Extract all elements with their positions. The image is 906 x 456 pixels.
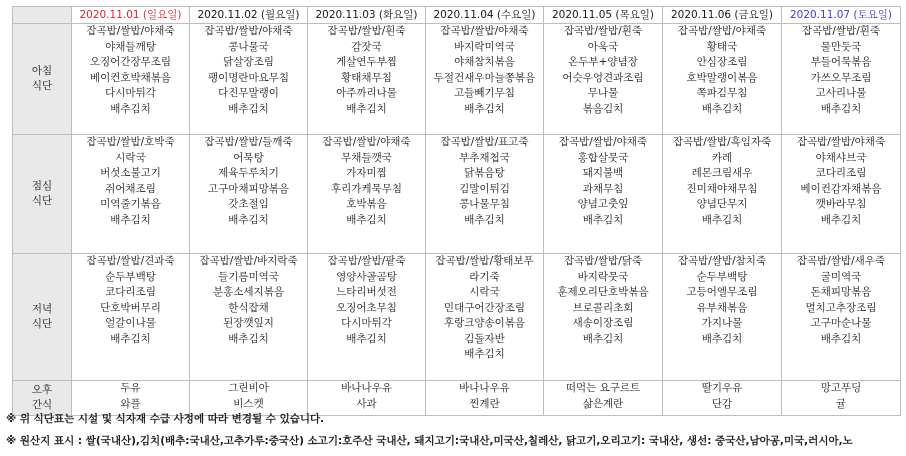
menu-item: 잡곡밥/쌀밥/야채죽 xyxy=(677,25,767,37)
menu-cell xyxy=(190,24,308,135)
day-header: 2020.11.04 (수요일) xyxy=(426,7,544,24)
menu-item: 배추김치 xyxy=(820,213,862,226)
menu-item: 느타리버섯전 xyxy=(336,286,397,298)
menu-cell xyxy=(426,254,544,381)
menu-cell xyxy=(782,135,901,254)
menu-item: 콩나물무침 xyxy=(459,198,510,210)
menu-item: 된장깻잎지 xyxy=(223,317,274,329)
menu-item: 시락국 xyxy=(115,151,146,164)
menu-item: 순두부백탕 xyxy=(105,270,156,283)
menu-item: 제육두루치기 xyxy=(218,167,279,179)
meal-row-lunch xyxy=(13,135,901,254)
menu-item: 잡곡밥/쌀밥/팥죽 xyxy=(327,255,406,267)
date-header-row xyxy=(13,7,901,24)
menu-cell xyxy=(663,381,782,416)
menu-item: 오징어초무침 xyxy=(336,301,397,314)
menu-cell xyxy=(426,135,544,254)
menu-item: 쪽파김무침 xyxy=(696,87,748,99)
menu-item: 잡곡밥/쌀밥/들깨죽 xyxy=(204,136,293,148)
menu-cell xyxy=(190,135,308,254)
menu-item: 배추김치 xyxy=(110,102,151,115)
menu-cell xyxy=(663,254,782,381)
menu-item: 베이컨호박채볶음 xyxy=(89,71,172,84)
menu-item: 호박볶음 xyxy=(346,198,387,210)
menu-item: 단호박버무리 xyxy=(100,301,161,314)
menu-cell xyxy=(544,24,663,135)
menu-item: 딸기우유 xyxy=(701,382,743,394)
menu-item: 배추김치 xyxy=(110,213,151,226)
menu-item: 잡곡밥/쌀밥/견과죽 xyxy=(86,255,175,267)
menu-item: 귤 xyxy=(835,397,847,410)
menu-item: 잡곡밥/쌀밥/야채죽 xyxy=(86,25,175,37)
menu-item: 두절건새우마늘쫑볶음 xyxy=(433,71,536,84)
menu-item: 떠먹는 요구르트 xyxy=(565,382,641,394)
menu-item: 돈채피망볶음 xyxy=(810,286,872,298)
menu-item: 갓초절임 xyxy=(228,198,269,210)
menu-cell xyxy=(72,381,190,416)
menu-item: 진미채야채무침 xyxy=(686,182,758,195)
meal-label-text: 식단 xyxy=(31,318,53,330)
menu-item: 베이컨감자채볶음 xyxy=(800,182,882,195)
menu-cell xyxy=(782,24,901,135)
menu-item: 물만둣국 xyxy=(820,40,862,53)
day-header: 2020.11.06 (금요일) xyxy=(663,7,782,24)
menu-item: 잡곡밥/쌀밥/야채죽 xyxy=(322,136,411,148)
notes xyxy=(6,412,896,456)
meal-rows xyxy=(13,24,901,416)
menu-item: 아주까리나물 xyxy=(336,87,397,99)
menu-item: 바나나우유 xyxy=(459,382,510,394)
menu-item: 야채들깨탕 xyxy=(105,40,156,53)
menu-item: 배추김치 xyxy=(346,332,387,345)
menu-item: 가지나물 xyxy=(701,317,743,329)
menu-item: 코다리조림 xyxy=(105,286,156,298)
menu-item: 잡곡밥/쌀밥/야채죽 xyxy=(558,136,648,148)
menu-item: 다시마튀각 xyxy=(341,317,392,329)
menu-cell xyxy=(782,381,901,416)
menu-item: 바지락뭇국 xyxy=(577,270,629,283)
menu-item: 잡곡밥/쌀밥/바지락죽 xyxy=(199,255,298,267)
day-header: 2020.11.07 (토요일) xyxy=(782,7,901,24)
menu-item: 볶음김치 xyxy=(582,102,624,115)
menu-item: 후랑크양송이볶음 xyxy=(443,317,526,329)
menu-item: 가자미찜 xyxy=(346,167,387,179)
menu-cell xyxy=(72,135,190,254)
menu-cell xyxy=(308,135,426,254)
meal-label-text: 저녁 xyxy=(31,302,53,315)
menu-cell xyxy=(663,24,782,135)
menu-item: 분홍소세지볶음 xyxy=(212,286,284,298)
menu-item: 단감 xyxy=(711,397,733,410)
menu-item: 배추김치 xyxy=(701,213,743,226)
menu-item: 영양사골곰탕 xyxy=(336,270,397,283)
menu-item: 안심장조림 xyxy=(696,56,748,68)
menu-item: 잡곡밥/쌀밥/야채죽 xyxy=(796,136,886,148)
menu-item: 김말이튀김 xyxy=(459,182,510,195)
menu-item: 아욱국 xyxy=(587,40,619,53)
menu-item: 유부채볶음 xyxy=(696,301,748,314)
menu-item: 삶은계란 xyxy=(582,397,624,410)
menu-item: 바지락미역국 xyxy=(454,40,515,53)
menu-item: 그린비아 xyxy=(228,382,269,394)
menu-item: 잡곡밥/쌀밥/흰죽 xyxy=(801,25,881,37)
meal-label-text: 점심 xyxy=(31,179,53,192)
menu-item: 비스켓 xyxy=(233,397,264,410)
menu-item: 들기름미역국 xyxy=(218,270,279,283)
menu-item: 양념단무지 xyxy=(696,198,748,210)
menu-item: 미역줄기볶음 xyxy=(100,198,161,210)
menu-item: 배추김치 xyxy=(701,102,743,115)
day-header: 2020.11.03 (화요일) xyxy=(308,7,426,24)
menu-item: 닭살장조림 xyxy=(223,56,274,68)
menu-item: 쥐어채조림 xyxy=(105,182,156,195)
menu-item: 훈제오리단호박볶음 xyxy=(557,286,649,298)
meal-label-text: 식단 xyxy=(31,195,53,207)
menu-item: 배추김치 xyxy=(228,102,269,115)
menu-item: 버섯소불고기 xyxy=(100,167,161,179)
menu-item: 어묵탕 xyxy=(233,151,264,164)
menu-cell xyxy=(663,135,782,254)
menu-item: 홍합살뭇국 xyxy=(577,151,629,164)
menu-item: 부들어묵볶음 xyxy=(810,56,872,68)
menu-item: 찐계란 xyxy=(469,397,500,410)
menu-item: 시락국 xyxy=(469,286,500,298)
menu-item: 황태채무침 xyxy=(341,71,392,84)
menu-item: 감잣국 xyxy=(351,40,382,53)
menu-item: 배추김치 xyxy=(820,102,862,115)
menu-item: 고등어엘무조림 xyxy=(686,286,758,298)
menu-item: 닭볶음탕 xyxy=(464,167,505,179)
menu-cell xyxy=(426,381,544,416)
menu-item: 배추김치 xyxy=(464,102,505,115)
menu-item: 온두부+양념장 xyxy=(568,56,638,68)
menu-item: 잡곡밥/쌀밥/표고죽 xyxy=(440,136,529,148)
menu-item: 김돌자반 xyxy=(464,332,505,345)
note-change-notice: ※ 위 식단표는 시설 및 식자재 수급 사정에 따라 변경될 수 있습니다. xyxy=(6,413,325,425)
menu-item: 잡곡밥/쌀밥/야채죽 xyxy=(440,25,529,37)
menu-item: 잡곡밥/쌀밥/호박죽 xyxy=(86,136,175,148)
menu-cell xyxy=(72,24,190,135)
menu-item: 과채무침 xyxy=(582,182,624,195)
meal-label-text: 식단 xyxy=(31,80,53,92)
menu-item: 깻바라무침 xyxy=(815,198,867,210)
menu-item: 배추김치 xyxy=(820,332,862,345)
menu-item: 배추김치 xyxy=(228,213,269,226)
menu-item: 가쓰오무조림 xyxy=(810,71,872,84)
menu-item: 콩나물국 xyxy=(228,40,269,53)
menu-cell xyxy=(190,254,308,381)
menu-cell xyxy=(782,254,901,381)
day-header: 2020.11.05 (목요일) xyxy=(544,7,663,24)
menu-item: 민대구어간장조림 xyxy=(443,301,526,314)
meal-label-lunch xyxy=(13,135,72,254)
menu-item: 무채들깻국 xyxy=(341,151,392,164)
menu-item: 돼지불백 xyxy=(582,167,624,179)
menu-cell xyxy=(426,24,544,135)
menu-item: 순두부백탕 xyxy=(696,270,748,283)
menu-item: 코다리조림 xyxy=(815,167,867,179)
menu-item: 고사리나물 xyxy=(815,87,867,99)
menu-item: 잡곡밥/쌀밥/닭죽 xyxy=(563,255,643,267)
menu-item: 배추김치 xyxy=(582,332,624,345)
menu-item: 배추김치 xyxy=(228,332,269,345)
menu-item: 무나물 xyxy=(587,87,619,99)
note-origin-labeling: ※ 원산지 표시 : 쌀(국내산),김치(배추:국내산,고추가루:중국산) 소고기:호주산 국내산, 돼지고기:국내산,미국산,칠레산, 닭고기,오리고기: 국내산, 생선: 중국산,남아공,미국,러시아,노 xyxy=(6,435,853,447)
menu-item: 카레 xyxy=(711,151,733,164)
menu-item: 황태국 xyxy=(706,40,738,53)
menu-item: 다진무말랭이 xyxy=(218,87,279,99)
menu-item: 배추김치 xyxy=(701,332,743,345)
meal-label-dinner xyxy=(13,254,72,381)
menu-item: 배추김치 xyxy=(464,213,505,226)
menu-item: 얼갈이나물 xyxy=(105,317,156,329)
menu-item: 사과 xyxy=(356,397,377,410)
menu-item: 오징어간장무조림 xyxy=(89,56,172,68)
menu-item: 잡곡밥/쌀밥/새우죽 xyxy=(796,255,886,267)
menu-item: 두유 xyxy=(120,382,141,394)
menu-item: 레몬크림새우 xyxy=(691,167,753,179)
menu-item: 팽이명란마요무침 xyxy=(207,71,290,84)
menu-cell xyxy=(544,135,663,254)
menu-item: 배추김치 xyxy=(582,213,624,226)
menu-item: 바나나우유 xyxy=(341,382,392,394)
meal-label-snack xyxy=(13,381,72,416)
menu-item: 잡곡밥/쌀밥/야채죽 xyxy=(204,25,293,37)
meal-label-text: 오후 xyxy=(31,383,53,396)
menu-cell xyxy=(72,254,190,381)
menu-item: 한식잡채 xyxy=(228,301,269,314)
menu-item: 부추재첩국 xyxy=(459,151,510,164)
day-header: 2020.11.02 (월요일) xyxy=(190,7,308,24)
menu-cell xyxy=(190,381,308,416)
menu-item: 망고푸딩 xyxy=(820,382,862,394)
header-corner xyxy=(13,7,72,24)
menu-item: 야채샤브국 xyxy=(815,151,867,164)
menu-item: 잡곡밥/쌀밥/흰죽 xyxy=(563,25,643,37)
menu-item: 배추김치 xyxy=(464,348,505,360)
meal-label-text: 간식 xyxy=(31,399,53,411)
meal-row-dinner xyxy=(13,254,901,381)
menu-item: 야채참치볶음 xyxy=(454,56,515,68)
menu-item: 브로콜리초회 xyxy=(572,301,634,314)
menu-item: 양념고춧잎 xyxy=(577,198,629,210)
meal-label-text: 아침 xyxy=(31,64,53,77)
menu-item: 잡곡밥/쌀밥/흰죽 xyxy=(327,25,406,37)
menu-cell xyxy=(544,381,663,416)
menu-item: 라기죽 xyxy=(469,270,500,283)
menu-cell xyxy=(308,24,426,135)
menu-item: 새송이장조림 xyxy=(572,317,634,329)
menu-item: 멸치고추장조림 xyxy=(805,301,877,314)
menu-item: 굴미역국 xyxy=(820,270,862,283)
menu-item: 와플 xyxy=(120,397,141,410)
day-header: 2020.11.01 (일요일) xyxy=(72,7,190,24)
menu-item: 호박말랭이볶음 xyxy=(686,71,758,84)
menu-cell xyxy=(308,381,426,416)
meal-label-breakfast xyxy=(13,24,72,135)
menu-item: 잡곡밥/쌀밥/황태보푸 xyxy=(435,255,534,267)
meal-row-snack xyxy=(13,381,901,416)
menu-item: 어슷우엉견과조림 xyxy=(562,71,644,84)
weekly-meal-table xyxy=(12,6,901,416)
menu-item: 게살연두부찜 xyxy=(336,56,397,68)
menu-item: 고구마채피망볶음 xyxy=(207,182,290,195)
menu-item: 잡곡밥/쌀밥/참치죽 xyxy=(677,255,767,267)
menu-item: 배추김치 xyxy=(110,332,151,345)
menu-cell xyxy=(544,254,663,381)
menu-item: 배추김치 xyxy=(346,102,387,115)
menu-item: 잡곡밥/쌀밥/흑임자죽 xyxy=(672,136,772,148)
menu-item: 배추김치 xyxy=(346,213,387,226)
menu-item: 고구마순나물 xyxy=(810,317,872,329)
menu-item: 고들빼기무침 xyxy=(454,87,515,99)
menu-item: 다시마튀각 xyxy=(105,87,156,99)
menu-item: 후리가케묵무침 xyxy=(330,182,402,195)
meal-row-breakfast xyxy=(13,24,901,135)
menu-cell xyxy=(308,254,426,381)
